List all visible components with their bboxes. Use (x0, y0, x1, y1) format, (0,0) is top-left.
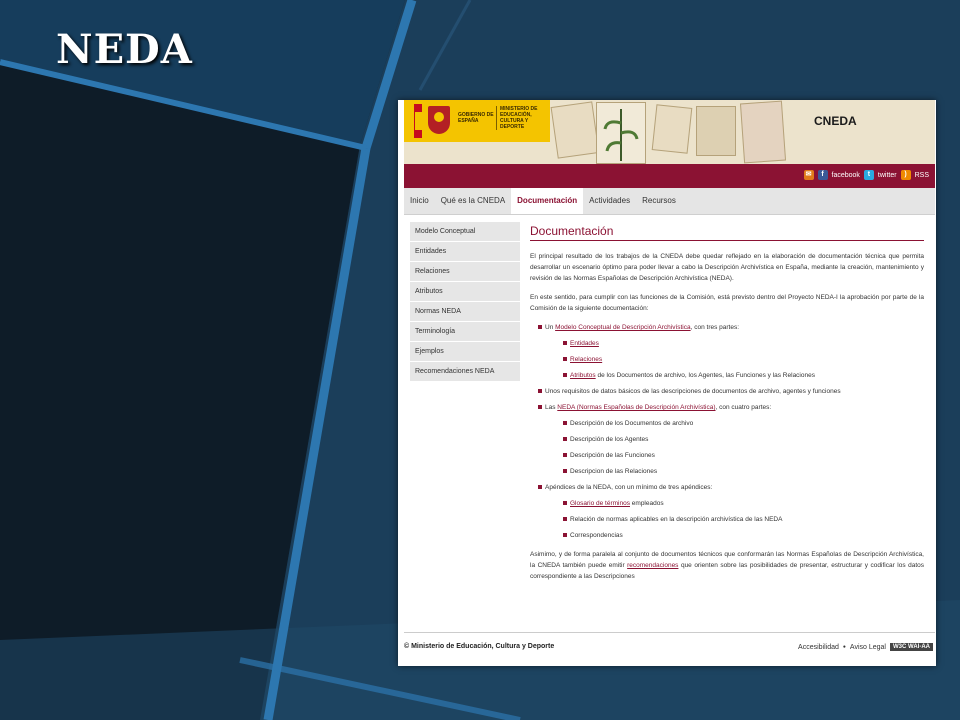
list-item: Un Modelo Conceptual de Descripción Archivística, con tres partes: Entidades Relaciones Atributos de los Documentos de archivo, los Agentes, las Funciones y las Relaciones (530, 322, 924, 381)
manuscript-image (740, 101, 786, 164)
copyright: © Ministerio de Educación, Cultura y Deporte (404, 643, 555, 650)
sidebar-item-terminologia[interactable]: Terminología (410, 322, 520, 342)
footer-links (798, 643, 933, 651)
sidebar-item-atributos[interactable]: Atributos (410, 282, 520, 302)
manuscript-image (652, 104, 693, 154)
list-item: Apéndices de la NEDA, con un mínimo de tres apéndices: Glosario de términos empleados Relación de normas aplicables en la descripción archivística de las NEDA Correspondencias (530, 482, 924, 541)
list-item: Atributos de los Documentos de archivo, los Agentes, las Funciones y las Relaciones (545, 370, 924, 381)
website-screenshot (398, 100, 936, 666)
government-logo (404, 100, 550, 142)
sidebar-item-relaciones[interactable]: Relaciones (410, 262, 520, 282)
list-item: Unos requisitos de datos básicos de las descripciones de documentos de archivo, agentes y funciones (530, 386, 924, 397)
plant-icon (597, 103, 645, 163)
gov-label: GOBIERNO DE ESPAÑA (458, 112, 494, 124)
list-item: Relación de normas aplicables en la descripción archivística de las NEDA (545, 514, 924, 525)
nav-tab-recursos[interactable]: Recursos (642, 196, 676, 205)
atributos-link[interactable]: Atributos (570, 372, 596, 379)
facebook-icon[interactable]: f (818, 170, 828, 180)
nav-tab-inicio[interactable]: Inicio (410, 196, 429, 205)
website-page (404, 100, 935, 666)
list-item (545, 338, 924, 349)
social-links (804, 170, 930, 180)
site-title: CNEDA (814, 114, 857, 128)
nav-tab-actividades[interactable]: Actividades (589, 196, 631, 205)
coat-of-arms-icon (428, 106, 450, 134)
sidebar-item-modelo-conceptual[interactable]: Modelo Conceptual (410, 222, 520, 242)
list-item: Descripcion de las Relaciones (545, 466, 924, 477)
accesibilidad-link[interactable]: Accesibilidad (798, 643, 839, 651)
neda-link[interactable]: NEDA (Normas Españolas de Descripción Archivística) (557, 404, 716, 411)
rss-icon[interactable]: ) (901, 170, 911, 180)
email-icon[interactable]: ✉ (804, 170, 814, 180)
list-item: Las NEDA (Normas Españolas de Descripción Archivística), con cuatro partes: Descripción de los Documentos de archivo Descripción de los Agentes Descripción de las Funciones Descripcion de las Relaciones (530, 402, 924, 477)
context-paragraph: En este sentido, para cumplir con las funciones de la Comisión, está previsto dentro del Proyecto NEDA-I la aprobación por parte de la Comisión de la siguiente documentación: (530, 294, 924, 312)
flag-icon (414, 104, 422, 138)
twitter-icon[interactable]: t (864, 170, 874, 180)
glosario-link[interactable]: Glosario de términos (570, 500, 630, 507)
sidebar-item-ejemplos[interactable]: Ejemplos (410, 342, 520, 362)
sidebar-item-entidades[interactable]: Entidades (410, 242, 520, 262)
list-item: Glosario de términos empleados (545, 498, 924, 509)
list-item: Correspondencias (545, 530, 924, 541)
facebook-link[interactable]: facebook (831, 171, 860, 179)
list-item (545, 354, 924, 365)
twitter-link[interactable]: twitter (877, 171, 897, 179)
site-banner (404, 100, 935, 164)
slide-title: NEDA (56, 26, 193, 73)
documentation-list (530, 322, 924, 541)
closing-paragraph: Asimimo, y de forma paralela al conjunto de documentos técnicos que conformarán las Normas Españolas de Descripción Archivística, la CNEDA también puede emitir recomendaciones que orienten sobre las posibilidades de presentar, estructurar y codificar los datos correspondiente a las Descripciones (530, 551, 924, 580)
list-item: Descripción de las Funciones (545, 450, 924, 461)
recomendaciones-link[interactable]: recomendaciones (627, 562, 679, 569)
wai-aa-badge[interactable]: W3C WAI-AA (890, 643, 933, 651)
nav-tab-que-es[interactable]: Qué es la CNEDA (440, 196, 506, 205)
plant-illustration-image (596, 102, 646, 164)
seal-image (696, 106, 736, 156)
social-bar (404, 164, 935, 188)
main-content (530, 222, 924, 590)
page-heading: Documentación (530, 222, 924, 241)
sidebar-menu (410, 222, 520, 382)
separator-dot: ● (842, 644, 846, 650)
aviso-legal-link[interactable]: Aviso Legal (849, 643, 886, 651)
entidades-link[interactable]: Entidades (570, 340, 599, 347)
main-nav (404, 188, 935, 215)
modelo-conceptual-link[interactable]: Modelo Conceptual de Descripción Archivística (555, 324, 691, 331)
list-item: Descripción de los Agentes (545, 434, 924, 445)
manuscript-image (551, 101, 600, 158)
sidebar-item-recomendaciones[interactable]: Recomendaciones NEDA (410, 362, 520, 382)
ministry-label: MINISTERIO DE EDUCACIÓN, CULTURA Y DEPORTE (496, 106, 552, 130)
rss-link[interactable]: RSS (914, 171, 929, 179)
intro-paragraph: El principal resultado de los trabajos de la CNEDA debe quedar reflejado en la elaboración de documentación técnica que permita desarrollar un escenario óptimo para poder llevar a cabo la Descripción Archivística en España, mediante la creación, mantenimiento y revisión de las Normas Españolas de Descripción Archivística (NEDA). (530, 253, 924, 282)
site-footer (404, 632, 935, 666)
nav-tab-documentacion[interactable]: Documentación (511, 188, 583, 214)
relaciones-link[interactable]: Relaciones (570, 356, 603, 363)
list-item: Descripción de los Documentos de archivo (545, 418, 924, 429)
sidebar-item-normas-neda[interactable]: Normas NEDA (410, 302, 520, 322)
